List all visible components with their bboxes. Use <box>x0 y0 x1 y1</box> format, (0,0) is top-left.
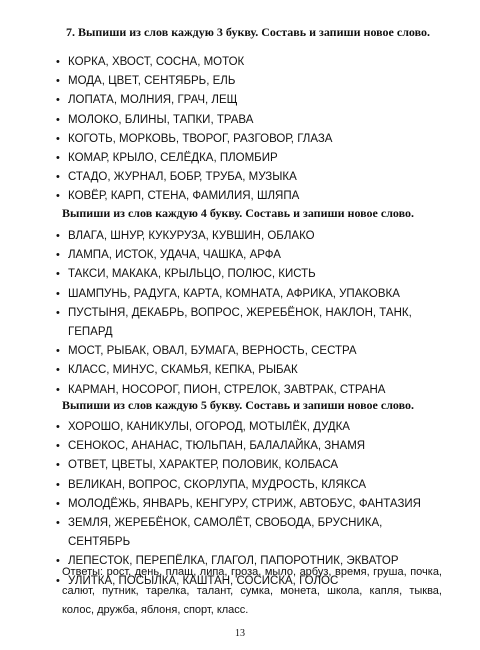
bullet-icon: • <box>56 459 60 472</box>
list-item: • ХОРОШО, КАНИКУЛЫ, ОГОРОД, МОТЫЛЁК, ДУДКА <box>54 418 421 437</box>
bullet-icon: • <box>56 555 60 568</box>
bullet-icon: • <box>56 249 60 262</box>
task-4th-letter-list <box>54 227 412 400</box>
bullet-icon: • <box>56 190 60 203</box>
list-item: • КАРМАН, НОСОРОГ, ПИОН, СТРЕЛОК, ЗАВТРАК, СТРАНА <box>54 381 412 400</box>
bullet-icon: • <box>56 517 60 530</box>
list-item-continuation: ГЕПАРД <box>68 326 113 339</box>
task-3rd-letter-list <box>54 53 332 207</box>
bullet-icon: • <box>56 171 60 184</box>
list-item: • ЛЕПЕСТОК, ПЕРЕПЁЛКА, ГЛАГОЛ, ПАПОРОТНИК, ЭКВАТОР <box>54 552 421 571</box>
bullet-icon: • <box>56 152 60 165</box>
list-item: • УЛИТКА, ПОСЫЛКА, КАШТАН, СОСИСКА, ГОЛОС <box>54 572 421 591</box>
list-item: • МОЛОКО, БЛИНЫ, ТАПКИ, ТРАВА <box>54 111 332 130</box>
bullet-icon: • <box>56 478 60 491</box>
bullet-icon: • <box>56 230 60 242</box>
list-item: • ПУСТЫНЯ, ДЕКАБРЬ, ВОПРОС, ЖЕРЕБЁНОК, НАКЛОН, ТАНК, <box>54 304 412 323</box>
bullet-icon: • <box>56 287 60 300</box>
list-item: • КОМАР, КРЫЛО, СЕЛЁДКА, ПЛОМБИР <box>54 149 332 168</box>
list-item: • КОРКА, ХВОСТ, СОСНА, МОТОК <box>54 53 332 72</box>
bullet-icon: • <box>56 306 60 319</box>
bullet-icon: • <box>56 132 60 145</box>
list-item: • КОГОТЬ, МОРКОВЬ, ТВОРОГ, РАЗГОВОР, ГЛАЗА <box>54 130 332 149</box>
task-3rd-letter-title: 7. Выпиши из слов каждую 3 букву. Составь и запиши новое слово. <box>66 25 431 39</box>
bullet-icon: • <box>56 364 60 377</box>
list-item: • СЕНОКОС, АНАНАС, ТЮЛЬПАН, БАЛАЛАЙКА, ЗНАМЯ <box>54 437 421 456</box>
list-item: • ОТВЕТ, ЦВЕТЫ, ХАРАКТЕР, ПОЛОВИК, КОЛБАСА <box>54 456 421 475</box>
list-item: • КОВЁР, КАРП, СТЕНА, ФАМИЛИЯ, ШЛЯПА <box>54 187 332 206</box>
list-item: • МОДА, ЦВЕТ, СЕНТЯБРЬ, ЕЛЬ <box>54 72 332 91</box>
answers-paragraph: Ответы: рост, день, плащ, липа, гроза, мыло, арбуз, время, груша, почка, салют, путник, тарелка, талант, сумка, монета, школа, капля, тыква, колос, дружба, яблоня, спорт, класс. <box>62 566 442 616</box>
list-item: • СТАДО, ЖУРНАЛ, БОБР, ТРУБА, МУЗЫКА <box>54 168 332 187</box>
page-number: 13 <box>235 628 245 639</box>
task-5th-letter-title: Выпиши из слов каждую 5 букву. Составь и запиши новое слово. <box>62 398 415 412</box>
bullet-icon: • <box>56 497 60 510</box>
list-item: • МОСТ, РЫБАК, ОВАЛ, БУМАГА, ВЕРНОСТЬ, СЕСТРА <box>54 342 412 361</box>
list-item: • ВЕЛИКАН, ВОПРОС, СКОРЛУПА, МУДРОСТЬ, КЛЯКСА <box>54 476 421 495</box>
list-item: • КЛАСС, МИНУС, СКАМЬЯ, КЕПКА, РЫБАК <box>54 361 412 380</box>
bullet-icon: • <box>56 94 60 107</box>
bullet-icon: • <box>56 383 60 396</box>
list-item: • ТАКСИ, МАКАКА, КРЫЛЬЦО, ПОЛЮС, КИСТЬ <box>54 265 412 284</box>
list-item: • ЛАМПА, ИСТОК, УДАЧА, ЧАШКА, АРФА <box>54 246 412 265</box>
bullet-icon: • <box>56 574 60 587</box>
list-item: • ЗЕМЛЯ, ЖЕРЕБЁНОК, САМОЛЁТ, СВОБОДА, БРУСНИКА, <box>54 514 421 533</box>
task-4th-letter-title: Выпиши из слов каждую 4 букву. Составь и запиши новое слово. <box>62 206 415 220</box>
bullet-icon: • <box>56 440 60 453</box>
bullet-icon: • <box>56 421 60 433</box>
bullet-icon: • <box>56 75 60 88</box>
list-item: • МОЛОДЁЖЬ, ЯНВАРЬ, КЕНГУРУ, СТРИЖ, АВТОБУС, ФАНТАЗИЯ <box>54 495 421 514</box>
bullet-icon: • <box>56 268 60 281</box>
bullet-icon: • <box>56 345 60 358</box>
bullet-icon: • <box>56 56 60 68</box>
list-item-continuation: СЕНТЯБРЬ <box>68 536 131 549</box>
list-item: • ШАМПУНЬ, РАДУГА, КАРТА, КОМНАТА, АФРИКА, УПАКОВКА <box>54 285 412 304</box>
list-item: • ЛОПАТА, МОЛНИЯ, ГРАЧ, ЛЕЩ <box>54 91 332 110</box>
list-item: • ВЛАГА, ШНУР, КУКУРУЗА, КУВШИН, ОБЛАКО <box>54 227 412 246</box>
bullet-icon: • <box>56 113 60 126</box>
